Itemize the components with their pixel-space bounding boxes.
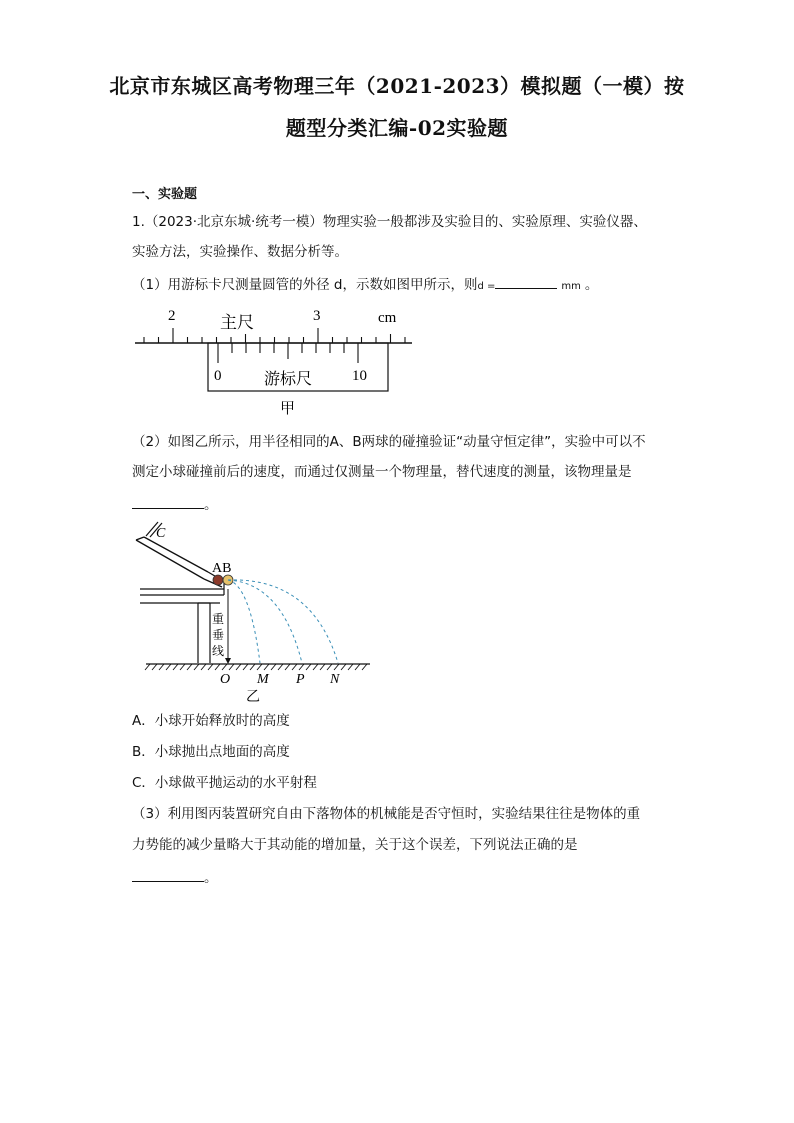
ground-hatch-mark — [320, 664, 325, 670]
vernier-label-0: 0 — [214, 368, 222, 384]
option-c[interactable]: C．小球做平抛运动的水平射程 — [132, 775, 317, 791]
part3-period: 。 — [204, 870, 218, 886]
trajectory-n — [228, 580, 338, 663]
part3-answer-row — [132, 867, 218, 887]
ramp-inner — [144, 537, 208, 572]
trajectory-m — [228, 580, 260, 663]
ground-hatch-mark — [313, 664, 318, 670]
plumb-label-1: 重 — [212, 612, 225, 626]
main-tick-label-3: 3 — [313, 308, 321, 324]
part1-text: （1）用游标卡尺测量圆管的外径 d，示数如图甲所示，则 — [132, 277, 478, 293]
ground-hatch-mark — [355, 664, 360, 670]
part1-variable: d = — [477, 281, 496, 292]
part1-unit: mm — [561, 281, 581, 292]
ground-hatch-mark — [145, 664, 150, 670]
ground-hatch-mark — [180, 664, 185, 670]
unit-label: cm — [378, 310, 397, 326]
ball-a — [213, 575, 223, 585]
ground-hatch-mark — [222, 664, 227, 670]
option-a[interactable]: A．小球开始释放时的高度 — [132, 713, 290, 729]
ground-hatch-mark — [201, 664, 206, 670]
ground-hatching — [145, 664, 367, 670]
ground-hatch-mark — [229, 664, 234, 670]
ground-hatch-mark — [362, 664, 367, 670]
ground-hatch-mark — [327, 664, 332, 670]
question-intro-line1: 1.（2023·北京东城·统考一模）物理实验一般都涉及实验目的、实验原理、实验仪器、 — [132, 214, 647, 230]
point-p-label: P — [296, 672, 305, 687]
ground-hatch-mark — [278, 664, 283, 670]
part3-line1: （3）利用图丙装置研究自由下落物体的机械能是否守恒时，实验结果往往是物体的重 — [132, 806, 641, 822]
label-c: C — [156, 526, 166, 541]
ground-hatch-mark — [257, 664, 262, 670]
ground-hatch-mark — [299, 664, 304, 670]
section-heading: 一、实验题 — [132, 187, 198, 202]
ground-hatch-mark — [173, 664, 178, 670]
trajectory-p — [228, 580, 302, 663]
vernier-scale-ticks — [218, 343, 358, 363]
ground-hatch-mark — [243, 664, 248, 670]
part1-period: 。 — [584, 277, 599, 293]
document-title-line2: 题型分类汇编-02实验题 — [285, 116, 509, 140]
ground-hatch-mark — [271, 664, 276, 670]
part2-answer-row — [132, 494, 218, 514]
vernier-scale-label: 游标尺 — [264, 369, 313, 388]
point-n-label: N — [330, 672, 340, 687]
part2-line1: （2）如图乙所示，用半径相同的A、B两球的碰撞验证“动量守恒定律”，实验中可以不 — [132, 434, 646, 450]
figure-jia-caption: 甲 — [280, 399, 296, 417]
question-intro-line2: 实验方法，实验操作、数据分析等。 — [132, 244, 348, 260]
point-o-label: O — [220, 672, 231, 687]
label-ab: AB — [212, 561, 232, 576]
vernier-label-10: 10 — [352, 368, 367, 384]
collision-apparatus-figure — [132, 515, 372, 705]
part2-answer-blank[interactable] — [132, 494, 204, 509]
part3-answer-blank[interactable] — [132, 867, 204, 882]
part3-line2: 力势能的减少量略大于其动能的增加量，关于这个误差，下列说法正确的是 — [132, 837, 578, 853]
ramp-top-edge — [136, 537, 144, 540]
ground-hatch-mark — [250, 664, 255, 670]
ground-hatch-mark — [159, 664, 164, 670]
ground-hatch-mark — [292, 664, 297, 670]
main-scale-ticks — [144, 328, 405, 343]
ground-hatch-mark — [194, 664, 199, 670]
part2-line2: 测定小球碰撞前后的速度，而通过仅测量一个物理量，替代速度的测量，该物理量是 — [132, 464, 632, 480]
ground-hatch-mark — [334, 664, 339, 670]
part1-question — [132, 274, 598, 296]
figure-yi-caption: 乙 — [246, 689, 260, 705]
main-scale-label: 主尺 — [220, 313, 254, 333]
main-tick-label-2: 2 — [168, 308, 176, 324]
plumb-label-3: 线 — [212, 644, 225, 658]
option-b[interactable]: B．小球抛出点地面的高度 — [132, 744, 290, 760]
ground-hatch-mark — [285, 664, 290, 670]
ground-hatch-mark — [264, 664, 269, 670]
document-title-line1: 北京市东城区高考物理三年（2021-2023）模拟题（一模）按 — [109, 74, 685, 98]
plumb-bob — [225, 658, 231, 664]
point-m-label: M — [257, 672, 269, 687]
part2-period: 。 — [204, 497, 218, 513]
ramp-outer — [136, 540, 204, 579]
part1-answer-blank[interactable] — [495, 274, 557, 289]
vernier-caliper-figure — [130, 300, 420, 420]
ground-hatch-mark — [208, 664, 213, 670]
ground-hatch-mark — [166, 664, 171, 670]
ground-hatch-mark — [152, 664, 157, 670]
ground-hatch-mark — [236, 664, 241, 670]
ground-hatch-mark — [187, 664, 192, 670]
ground-hatch-mark — [341, 664, 346, 670]
ground-hatch-mark — [306, 664, 311, 670]
ground-hatch-mark — [215, 664, 220, 670]
ground-hatch-mark — [348, 664, 353, 670]
plumb-label-2: 垂 — [212, 628, 225, 642]
